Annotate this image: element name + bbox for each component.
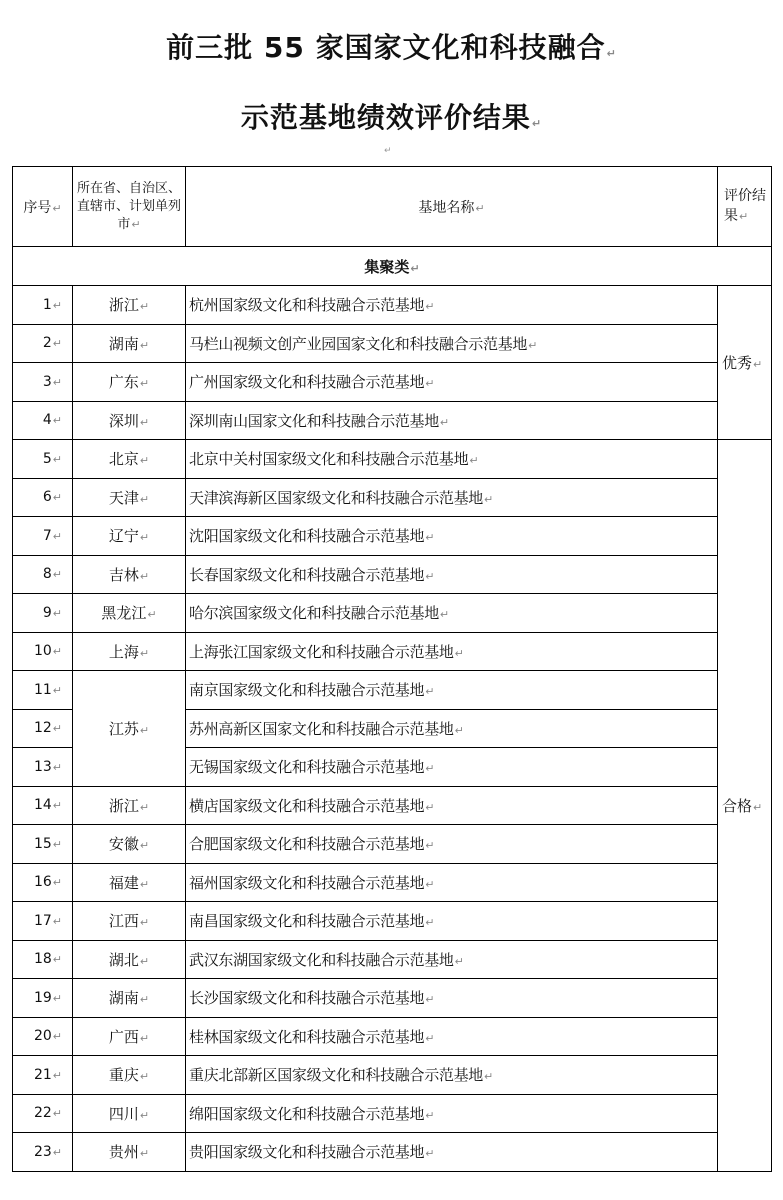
table-row <box>13 1133 772 1172</box>
row-province: 四川↵ <box>73 1094 186 1133</box>
evaluation-results-table <box>12 166 772 1172</box>
row-province: 安徽↵ <box>73 825 186 864</box>
row-base-name: 哈尔滨国家级文化和科技融合示范基地↵ <box>186 594 718 633</box>
row-no: 18↵ <box>13 940 73 979</box>
table-row <box>13 1056 772 1095</box>
row-province: 浙江↵ <box>73 286 186 325</box>
table-row <box>13 286 772 325</box>
table-row <box>13 478 772 517</box>
row-no: 19↵ <box>13 979 73 1018</box>
header-province: 所在省、自治区、直辖市、计划单列市↵ <box>73 167 186 247</box>
table-row <box>13 863 772 902</box>
row-no: 8↵ <box>13 555 73 594</box>
row-base-name: 上海张江国家级文化和科技融合示范基地↵ <box>186 632 718 671</box>
table-header-row <box>13 167 772 247</box>
row-no: 6↵ <box>13 478 73 517</box>
table-row <box>13 594 772 633</box>
row-no: 12↵ <box>13 709 73 748</box>
row-no: 2↵ <box>13 324 73 363</box>
row-province: 广东↵ <box>73 363 186 402</box>
header-base-name: 基地名称↵ <box>186 167 718 247</box>
row-province: 贵州↵ <box>73 1133 186 1172</box>
row-no: 22↵ <box>13 1094 73 1133</box>
row-province: 广西↵ <box>73 1017 186 1056</box>
row-base-name: 马栏山视频文创产业园国家文化和科技融合示范基地↵ <box>186 324 718 363</box>
row-base-name: 福州国家级文化和科技融合示范基地↵ <box>186 863 718 902</box>
table-row <box>13 671 772 710</box>
row-base-name: 北京中关村国家级文化和科技融合示范基地↵ <box>186 440 718 479</box>
table-row <box>13 555 772 594</box>
row-no: 10↵ <box>13 632 73 671</box>
table-row <box>13 1094 772 1133</box>
row-base-name: 重庆北部新区国家级文化和科技融合示范基地↵ <box>186 1056 718 1095</box>
row-province: 天津↵ <box>73 478 186 517</box>
row-base-name: 沈阳国家级文化和科技融合示范基地↵ <box>186 517 718 556</box>
table-row <box>13 401 772 440</box>
table-row <box>13 363 772 402</box>
header-no: 序号↵ <box>13 167 73 247</box>
row-base-name: 深圳南山国家文化和科技融合示范基地↵ <box>186 401 718 440</box>
row-base-name: 横店国家级文化和科技融合示范基地↵ <box>186 786 718 825</box>
row-no: 17↵ <box>13 902 73 941</box>
row-no: 3↵ <box>13 363 73 402</box>
document-title-line-2: 示范基地绩效评价结果↵ <box>240 101 543 134</box>
row-province: 江西↵ <box>73 902 186 941</box>
row-base-name: 长春国家级文化和科技融合示范基地↵ <box>186 555 718 594</box>
row-base-name: 武汉东湖国家级文化和科技融合示范基地↵ <box>186 940 718 979</box>
row-base-name: 贵阳国家级文化和科技融合示范基地↵ <box>186 1133 718 1172</box>
row-province: 黑龙江↵ <box>73 594 186 633</box>
row-province: 吉林↵ <box>73 555 186 594</box>
row-no: 4↵ <box>13 401 73 440</box>
row-base-name: 南京国家级文化和科技融合示范基地↵ <box>186 671 718 710</box>
row-base-name: 杭州国家级文化和科技融合示范基地↵ <box>186 286 718 325</box>
row-province: 福建↵ <box>73 863 186 902</box>
result-pass: 合格↵ <box>718 440 772 1172</box>
row-province: 湖北↵ <box>73 940 186 979</box>
table-row <box>13 517 772 556</box>
table-row <box>13 1017 772 1056</box>
row-province: 北京↵ <box>73 440 186 479</box>
table-row <box>13 825 772 864</box>
row-no: 1↵ <box>13 286 73 325</box>
row-province: 深圳↵ <box>73 401 186 440</box>
row-base-name: 长沙国家级文化和科技融合示范基地↵ <box>186 979 718 1018</box>
document-title-line-1: 前三批 55 家国家文化和科技融合↵ <box>166 31 617 64</box>
row-no: 16↵ <box>13 863 73 902</box>
table-row <box>13 324 772 363</box>
row-base-name: 苏州高新区国家文化和科技融合示范基地↵ <box>186 709 718 748</box>
table-row <box>13 786 772 825</box>
group-label: 集聚类↵ <box>13 247 772 286</box>
row-no: 13↵ <box>13 748 73 787</box>
row-no: 14↵ <box>13 786 73 825</box>
row-base-name: 广州国家级文化和科技融合示范基地↵ <box>186 363 718 402</box>
table-row <box>13 979 772 1018</box>
row-no: 5↵ <box>13 440 73 479</box>
header-result: 评价结果↵ <box>718 167 772 247</box>
row-base-name: 天津滨海新区国家级文化和科技融合示范基地↵ <box>186 478 718 517</box>
row-base-name: 南昌国家级文化和科技融合示范基地↵ <box>186 902 718 941</box>
table-row <box>13 902 772 941</box>
row-province: 辽宁↵ <box>73 517 186 556</box>
row-no: 20↵ <box>13 1017 73 1056</box>
result-excellent: 优秀↵ <box>718 286 772 440</box>
table-row <box>13 940 772 979</box>
row-no: 7↵ <box>13 517 73 556</box>
table-row <box>13 632 772 671</box>
row-province: 重庆↵ <box>73 1056 186 1095</box>
row-no: 15↵ <box>13 825 73 864</box>
row-base-name: 绵阳国家级文化和科技融合示范基地↵ <box>186 1094 718 1133</box>
row-base-name: 合肥国家级文化和科技融合示范基地↵ <box>186 825 718 864</box>
row-province: 湖南↵ <box>73 324 186 363</box>
row-no: 9↵ <box>13 594 73 633</box>
row-province: 浙江↵ <box>73 786 186 825</box>
table-row <box>13 440 772 479</box>
row-base-name: 桂林国家级文化和科技融合示范基地↵ <box>186 1017 718 1056</box>
row-province: 湖南↵ <box>73 979 186 1018</box>
paragraph-mark-icon: ↵ <box>384 146 392 156</box>
row-no: 11↵ <box>13 671 73 710</box>
row-province: 江苏↵ <box>73 671 186 787</box>
row-province: 上海↵ <box>73 632 186 671</box>
group-row <box>13 247 772 286</box>
row-no: 21↵ <box>13 1056 73 1095</box>
row-no: 23↵ <box>13 1133 73 1172</box>
row-base-name: 无锡国家级文化和科技融合示范基地↵ <box>186 748 718 787</box>
